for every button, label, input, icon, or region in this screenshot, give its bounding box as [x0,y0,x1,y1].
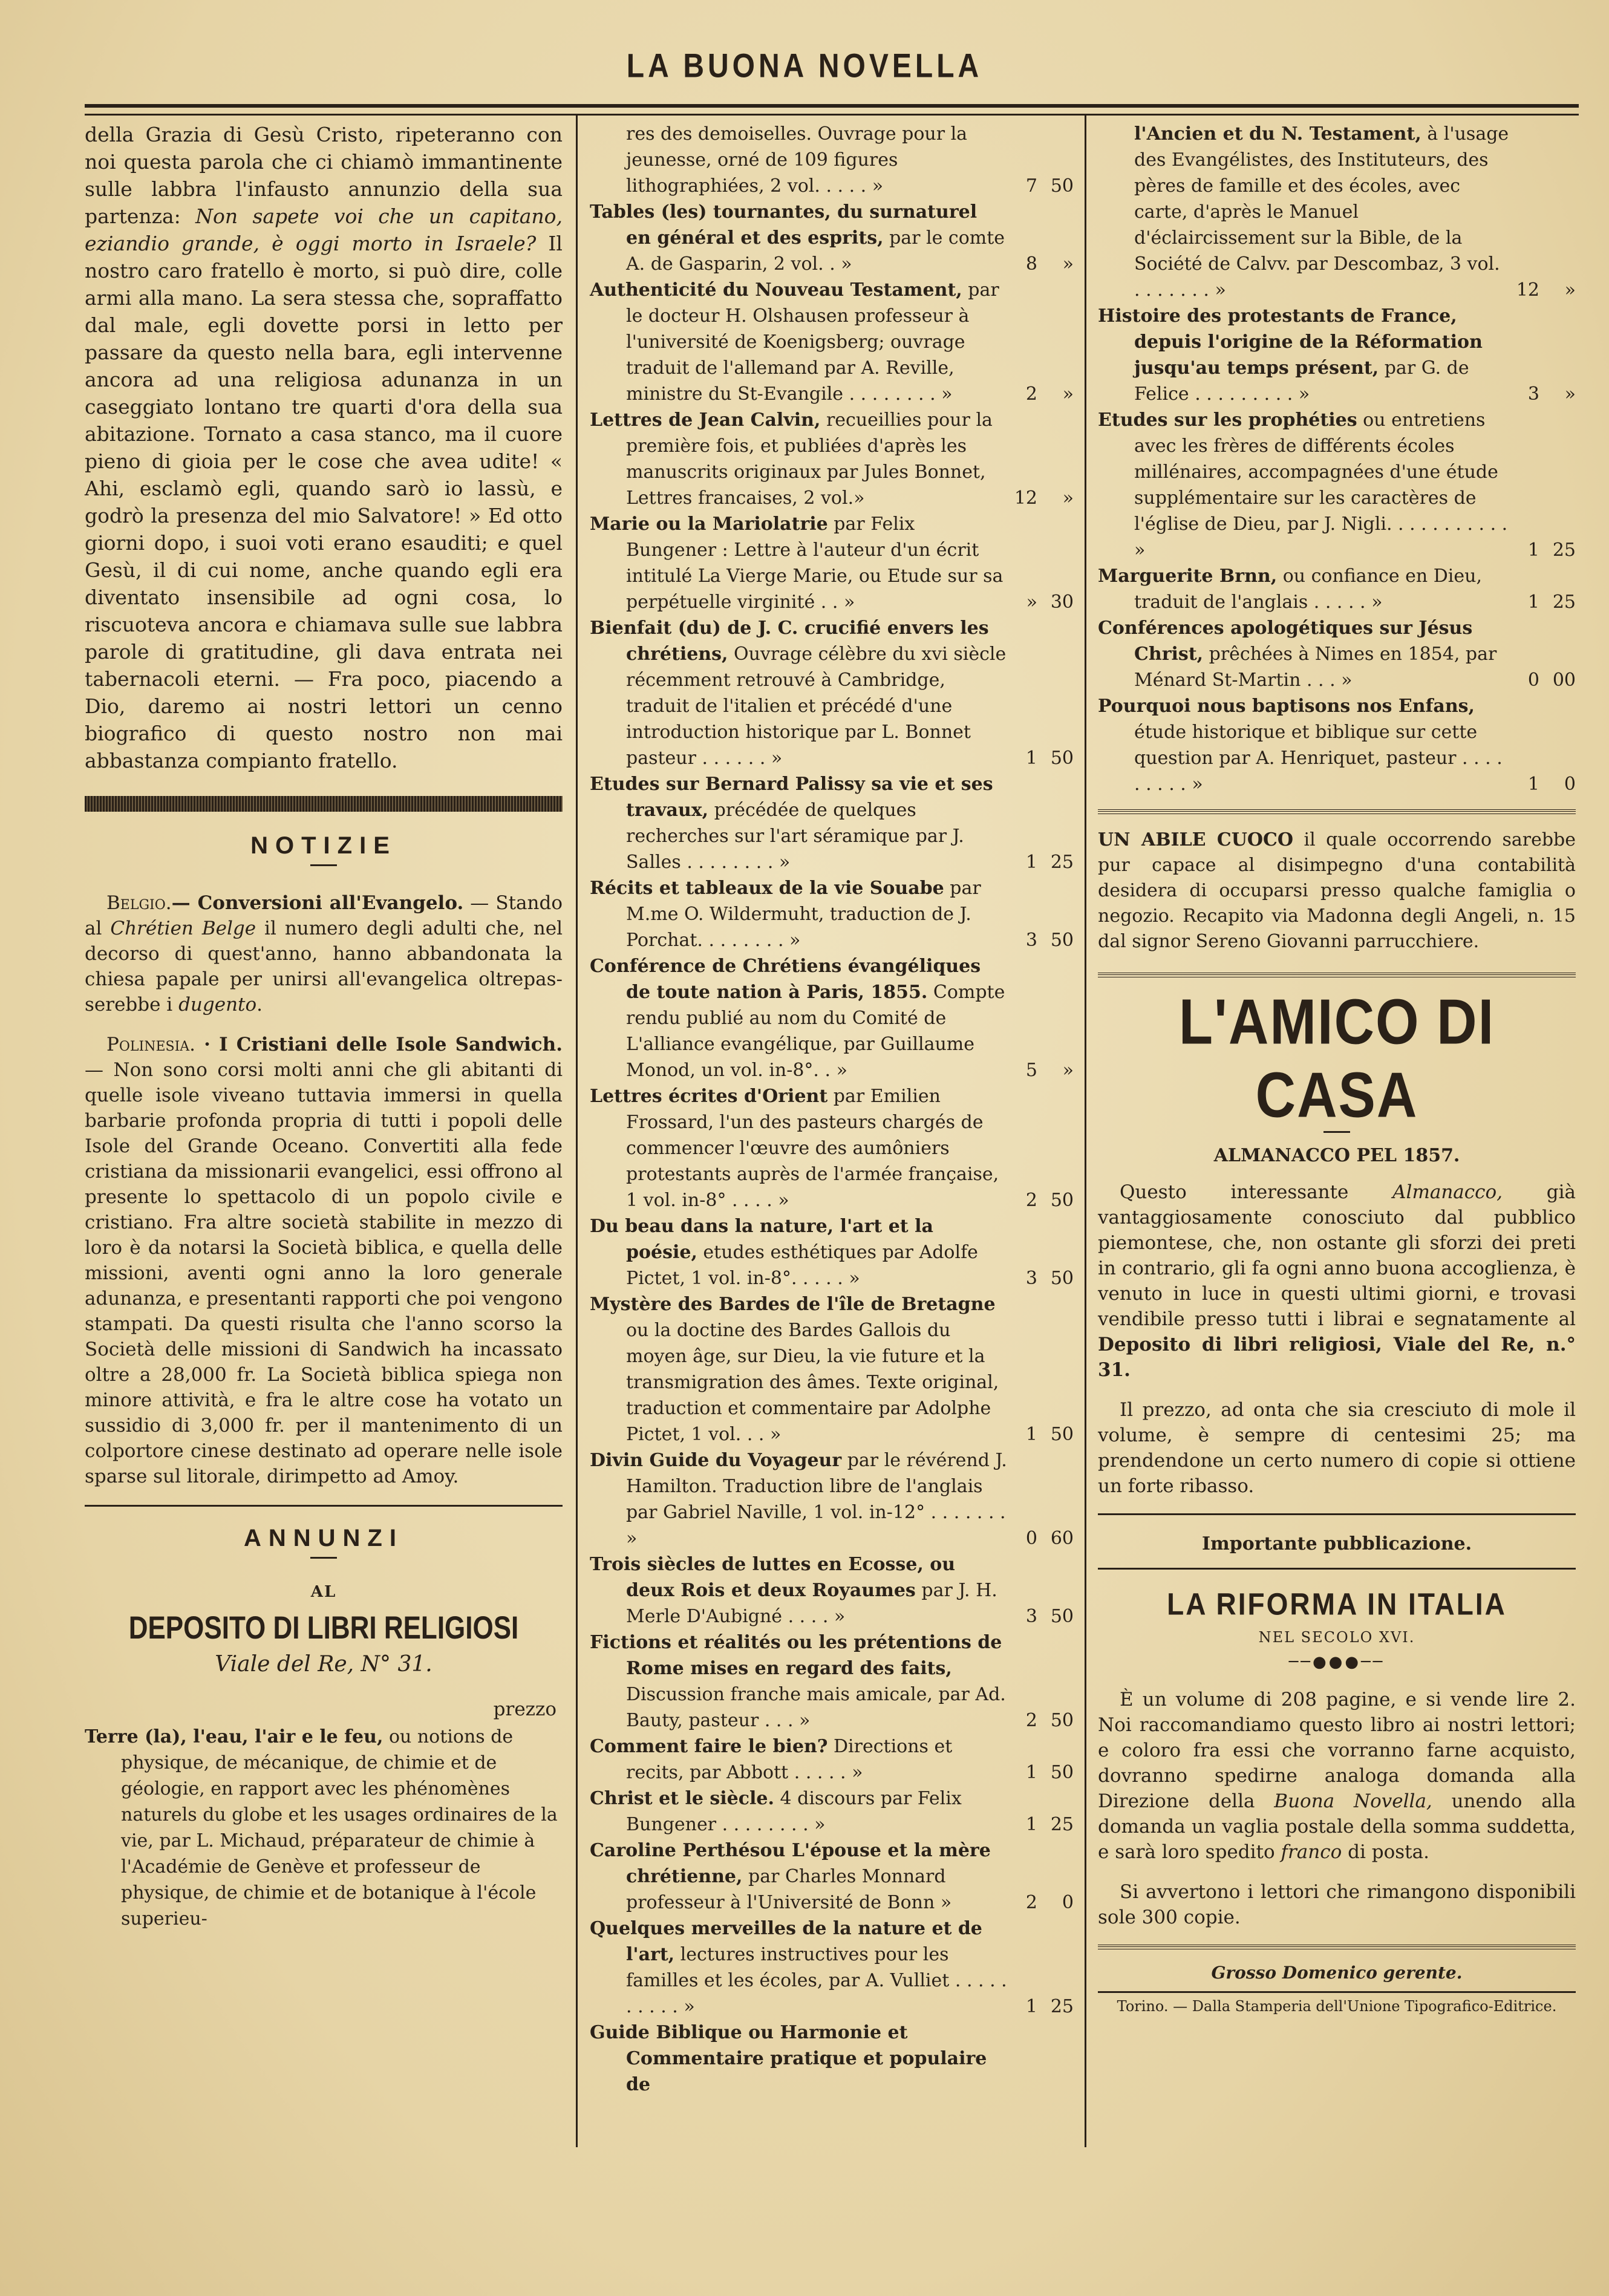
price-lire: 0 [1025,1528,1037,1549]
ad-rule [1098,809,1576,814]
entry-title: Marguerite Brnn, [1098,566,1278,587]
ad-rule [1098,1945,1576,1949]
catalog-entry [1098,303,1576,407]
section-rule [1098,1513,1576,1515]
catalog-entry [1098,615,1576,693]
entry-text: 4 discours par Felix Bungener . . . . . . . . » [626,1788,962,1835]
entry-title: Comment faire le bien? [590,1736,828,1757]
catalog-entry [590,1733,1074,1786]
entry-title: Mystère des Bardes de l'île de Bretagne [590,1294,996,1315]
entry-text: par Emilien Frossard, l'un des pasteurs chargés de commencer l'œuvre des aumôniers protestants auprès de l'armée française, 1 vol. in-8° . . . . » [626,1086,999,1211]
price-lire: 12 [1516,279,1539,301]
entry-title: Trois siècles de luttes en Ecosse, ou deux Rois et deux Royaumes [590,1554,956,1601]
entry-text: par le docteur H. Olshausen professeur à l'université de Koenigsberg; ouvrage traduit de l'allemand par A. Reville, ministre du St-Evangile . . . . . . . . » [626,279,999,405]
catalog-entry [590,2020,1074,2098]
entry-price [1011,1890,1074,1916]
price-centesimi: 25 [1050,1814,1074,1835]
column-divider [576,115,578,2147]
catalog-entry [590,121,1074,199]
amico-paragraph-1 [1098,1179,1576,1383]
entry-price [1011,849,1074,875]
deposito-title: DEPOSITO DI LIBRI RELIGIOSI [128,1610,519,1646]
entry-text: ou notions de physique, de mécanique, de chimie et de géologie, en rapport avec les phénomènes naturels du globe et les usages ordinaires de la vie, par L. Michaud, préparateur de chimie à l'Académie de Genève et professeur de physique, de chimie et de botanique à l'école superieu- [121,1726,558,1929]
price-centesimi: 50 [1050,1606,1074,1627]
price-centesimi: 50 [1050,930,1074,951]
catalog-entry [590,1838,1074,1916]
price-lire: » [1026,592,1037,613]
almanacco-heading: ALMANACCO PEL 1857. [1213,1145,1460,1166]
price-lire: 2 [1025,1710,1037,1731]
column-3 [1098,121,1576,2015]
entry-text: précédée de quelques recherches sur l'art séramique par J. Salles . . . . . . . . » [626,800,964,873]
entry-text: ou entretiens avec les frères de différents écoles millénaires, accompagnées d'une étude supplémentaire sur les caractères de l'église de Dieu, par J. Nigli. . . . . . . . . . . » [1134,409,1508,561]
entry-title: Etudes sur les prophéties [1098,409,1357,431]
entry-text: etudes esthétiques par Adolfe Pictet, 1 vol. in-8°. . . . . » [626,1242,978,1289]
section-rule [85,1505,563,1507]
entry-price [1011,173,1074,199]
catalog-entry [590,1083,1074,1213]
catalog-entry [590,771,1074,875]
heading-dash [310,1557,337,1559]
price-lire: 1 [1527,774,1539,795]
catalog-entry [590,1447,1074,1551]
catalog-entry [590,1551,1074,1629]
entry-text: par le comte A. de Gasparin, 2 vol. . » [626,227,1005,275]
news-text: . [256,994,263,1016]
catalog-entry [590,615,1074,771]
price-centesimi: 50 [1050,1710,1074,1731]
section-rule [1098,1568,1576,1570]
riforma-text-italic: franco [1281,1841,1342,1863]
entry-price [1011,1812,1074,1838]
entry-price [1513,537,1576,563]
entry-price [1513,277,1576,303]
price-centesimi: 0 [1564,774,1576,795]
entry-text: ou la doctine des Bardes Gallois du moyen âge, sur Dieu, la vie future et la transmigration des âmes. Texte original, traduction et commentaire par Adolphe Pictet, 1 vol. . . » [626,1320,999,1445]
entry-text: res des demoiselles. Ouvrage pour la jeunesse, orné de 109 figures lithographiées, 2 vol. . . . . » [626,123,968,197]
obituary-text: della Grazia di Gesù Cristo, ripeteranno con noi questa parola che ci chiamò immantinente sulle labbra l'infausto annunzio della sua partenza: [85,123,563,228]
entry-title: Tables (les) tournantes, du surnaturel en général et des esprits, [590,201,977,249]
entry-text: par M.me O. Wildermuht, traduction de J. Porchat. . . . . . . . » [626,878,981,951]
price-lire: 8 [1025,253,1037,275]
obituary-quote: Non sapete voi che un capitano, eziandio grande, è oggi morto in Israele? [85,204,563,255]
entry-title: Christ et le siècle. [590,1788,774,1809]
price-centesimi: » [1062,488,1074,509]
entry-price [1513,589,1576,615]
entry-text: à l'usage des Evangélistes, des Instituteurs, des pères de famille et des écoles, avec carte, d'après le Manuel d'éclaircissement sur la Bible, de la Société de Calvv. par Descombaz, 3 vol. . . . . . . . » [1134,123,1509,301]
catalog-entry [85,1724,563,1932]
entry-price [1513,771,1576,797]
price-centesimi: 25 [1552,592,1576,613]
entry-price [1011,1760,1074,1786]
entry-title: Divin Guide du Voyageur [590,1450,842,1471]
price-centesimi: » [1062,1060,1074,1081]
catalog-entry [1098,563,1576,615]
entry-title: Conférence de Chrétiens évangéliques de toute nation à Paris, 1855. [590,956,981,1003]
entry-title: Du beau dans la nature, l'art et la poésie, [590,1216,933,1263]
price-centesimi: 30 [1050,592,1074,613]
entry-title: Guide Biblique ou Harmonie et Commentaire pratique et populaire de [590,2022,987,2095]
news-place: Polinesia. [106,1034,196,1055]
column-2 [590,121,1074,2098]
ornament-divider: ──●●●── [1288,1653,1385,1671]
riforma-subtitle: NEL SECOLO XVI. [1258,1629,1415,1646]
price-lire: 1 [1527,540,1539,561]
catalog-entry [1098,407,1576,563]
amico-text: già vantaggiosamente conosciuto dal pubblico piemontese, che, non ostante gli sforzi dei preti in contrario, gli fa ogni anno buona accoglienza, è venuto in luce in questi ultimi giorni, e trovasi vendibile presso tutti i librai e segnatamente al [1098,1181,1576,1330]
entry-text: par Felix Bungener : Lettre à l'auteur d'un écrit intitulé La Vierge Marie, ou Etude sur sa perpétuelle virginité . . » [626,514,1004,613]
catalog-entry [590,1213,1074,1291]
news-title: · I Cristiani delle Isole Sandwich. [195,1034,563,1055]
catalog-entry [1098,693,1576,797]
entry-price [1011,1057,1074,1083]
entry-title: Caroline Perthésou L'épouse et la mère chrétienne, [590,1840,991,1887]
catalog-entry [1098,121,1576,303]
price-lire: 1 [1025,1814,1037,1835]
price-centesimi: » [1062,253,1074,275]
prezzo-label: prezzo [493,1698,556,1720]
riforma-text-italic: Buona Novella, [1274,1790,1432,1812]
entry-title: Récits et tableaux de la vie Souabe [590,878,944,899]
riforma-paragraph-1 [1098,1687,1576,1865]
price-centesimi: 50 [1050,1268,1074,1289]
printer-imprint: Torino. — Dalla Stamperia dell'Unione Tipografico-Editrice. [1117,1998,1557,2015]
annunzi-heading: ANNUNZI [244,1525,403,1551]
catalog-entry [590,199,1074,277]
entry-title: Authenticité du Nouveau Testament, [590,279,962,301]
entry-title: Pourquoi nous baptisons nos Enfans, [1098,696,1475,717]
price-centesimi: 25 [1552,540,1576,561]
price-lire: 7 [1025,175,1037,197]
entry-text: par G. de Felice . . . . . . . . . » [1134,357,1469,405]
price-lire: 5 [1025,1060,1037,1081]
news-place: Belgio. [106,892,172,914]
riforma-paragraph-2: Si avvertono i lettori che rimangono disponibili sole 300 copie. [1098,1881,1576,1928]
catalog-entry [590,1291,1074,1447]
entry-title: Lettres écrites d'Orient [590,1086,828,1107]
ad-rule [1098,973,1576,977]
column-divider [1085,115,1086,2147]
price-centesimi: » [1062,383,1074,405]
price-lire: 12 [1014,488,1037,509]
entry-text: Directions et recits, par Abbott . . . . . » [626,1736,953,1783]
news-number: dugento [178,994,257,1016]
entry-text: Compte rendu publié au nom du Comité de L'alliance evangélique, par Guillaume Monod, un vol. in-8°. . » [626,982,1005,1081]
entry-price [1011,927,1074,953]
price-lire: 1 [1025,1996,1037,2017]
price-centesimi: 25 [1050,1996,1074,2017]
entry-price [1011,745,1074,771]
price-centesimi: 50 [1050,1424,1074,1445]
entry-price [1513,667,1576,693]
price-centesimi: 60 [1050,1528,1074,1549]
entry-title: Quelques merveilles de la nature et de l'art, [590,1918,982,1965]
price-lire: 1 [1025,748,1037,769]
entry-text: par Charles Monnard professeur à l'Université de Bonn » [626,1866,952,1913]
entry-price [1011,1265,1074,1291]
notizie-heading: NOTIZIE [250,832,397,859]
entry-text: Discussion franche mais amicale, par Ad. Bauty, pasteur . . . » [626,1684,1006,1731]
news-text: — Non sono corsi molti anni che gli abitanti di quelle isole viveano tuttavia immersi in quella barbarie profonda propria di tutti i popoli delle Isole del Grande Oceano. Convertiti alla fede cristiana da missionarii evangelici, essi offrono al presente lo spettacolo di un popolo civile e cristiano. Fra altre società stabilite in mezzo di loro è da notarsi la Società biblica, e quella delle missioni, aventi ogni anno la loro generale adunanza, e presentanti rapporti che poi vengono stampati. Da questi risulta che l'anno scorso la Società delle missioni di Sandwich ha incassato oltre a 28,000 fr. La Società biblica spiega non minore attività, e fra le altre cose ha votato un sussidio di 3,000 fr. per il mantenimento di un colportore cinese destinato ad operare nelle isole sparse sul litorale, dirimpetto ad Amoy. [85,1059,563,1487]
entry-price [1011,1994,1074,2020]
news-text: il numero degli adulti che, nel decorso di quest'anno, hanno abbandonata la chiesa papale per unirsi all'evangelica oltrepasserebbe i [85,918,563,1016]
header-rule [85,104,1579,116]
catalog-entry [590,953,1074,1083]
price-centesimi: 50 [1050,748,1074,769]
deposito-address: Viale del Re, N° 31. [215,1652,432,1677]
price-lire: 1 [1025,852,1037,873]
catalog-entry [590,277,1074,407]
entry-price [1011,1187,1074,1213]
entry-title: Terre (la), l'eau, l'air e le feu, [85,1726,383,1747]
catalog-entry [590,511,1074,615]
gerente-line: Grosso Domenico gerente. [1211,1963,1463,1983]
ad-title: UN ABILE CUOCO [1098,829,1294,850]
price-lire: 3 [1025,1606,1037,1627]
price-centesimi: 00 [1552,670,1576,691]
entry-title: Lettres de Jean Calvin, [590,409,821,431]
entry-price [1011,381,1074,407]
entry-text: étude historique et biblique sur cette question par A. Henriquet, pasteur . . . . . . . . . » [1134,722,1503,795]
ad-text: il quale occorrendo sarebbe pur capace al disimpegno d'una contabilità desidera di occuparsi presso qualche famiglia o negozio. Recapito via Madonna degli Angeli, n. 15 dal signor Sereno Giovanni parrucchiere. [1098,829,1576,952]
catalog-list [1098,121,1576,797]
price-centesimi: » [1564,383,1576,405]
ad-cuoco [1098,827,1576,954]
entry-text: par J. H. Merle D'Aubigné . . . . » [626,1580,997,1627]
catalog-entry [590,875,1074,953]
footer-rule [1098,1991,1576,1993]
riforma-text: È un volume di 208 pagine, e si vende lire 2. Noi raccomandiamo questo libro ai nostri lettori; e coloro fra essi che vorranno farne acquisto, dovranno spedirne analoga domanda alla Direzione della [1098,1689,1576,1812]
price-centesimi: 25 [1050,852,1074,873]
price-lire: 2 [1025,1892,1037,1913]
entry-text: Ouvrage célèbre du xvi siècle récemment retrouvé à Cambridge, traduit de l'italien et précédé d'une introduction historique par L. Bonnet pasteur . . . . . . » [626,644,1007,769]
price-lire: 2 [1025,1190,1037,1211]
price-centesimi: 50 [1050,1190,1074,1211]
price-centesimi: 50 [1050,175,1074,197]
entry-title: Histoire des protestants de France, depuis l'origine de la Réformation jusqu'au temps présent, [1098,305,1483,379]
price-lire: 1 [1527,592,1539,613]
catalog-entry [590,1916,1074,2020]
obituary-paragraph [85,121,563,774]
price-lire: 0 [1527,670,1539,691]
news-item-polinesia [85,1032,563,1489]
entry-title: Conférences apologétiques sur Jésus Christ, [1098,618,1473,665]
entry-price [1011,485,1074,511]
deposito-al: AL [310,1583,337,1601]
amico-paragraph-2: Il prezzo, ad onta che sia cresciuto di mole il volume, è sempre di centesimi 25; ma prendendone un certo numero di copie si ottiene un forte ribasso. [1098,1399,1576,1497]
price-centesimi: 50 [1050,1762,1074,1783]
price-lire: 3 [1025,1268,1037,1289]
entry-price [1011,1421,1074,1447]
entry-price [1011,251,1074,277]
entry-title: Bienfait (du) de J. C. crucifié envers les chrétiens, [590,618,989,665]
entry-text: par le révérend J. Hamilton. Traduction libre de l'anglais par Gabriel Naville, 1 vol. in-12° . . . . . . . » [626,1450,1007,1549]
price-lire: 2 [1025,383,1037,405]
section-divider [85,796,563,812]
news-item-belgio [85,890,563,1017]
price-centesimi: » [1564,279,1576,301]
entry-title: Etudes sur Bernard Palissy sa vie et ses travaux, [590,774,993,821]
column-1 [85,121,563,1932]
entry-price [1011,1707,1074,1733]
entry-price [1011,589,1074,615]
entry-text: lectures instructives pour les familles et les écoles, par A. Vulliet . . . . . . . . . . » [626,1944,1007,2017]
price-centesimi: 0 [1062,1892,1074,1913]
news-title: — Conversioni all'Evangelo. [171,892,464,914]
amico-text-italic: Almanacco, [1392,1181,1503,1203]
catalog-entry [590,1786,1074,1838]
price-lire: 1 [1025,1762,1037,1783]
amico-title: L'AMICO DI CASA [1178,987,1495,1131]
price-lire: 3 [1025,930,1037,951]
news-text: — Stando al [85,892,563,939]
riforma-text: di posta. [1342,1841,1429,1863]
entry-price [1011,1603,1074,1629]
catalog-entry [590,407,1074,511]
entry-title: Marie ou la Mariolatrie [590,514,828,535]
riforma-title: LA RIFORMA IN ITALIA [1167,1587,1507,1622]
amico-text-bold: Deposito di libri religiosi, Viale del Re, n.° 31. [1098,1334,1576,1381]
entry-title: Fictions et réalités ou les prétentions de Rome mises en regard des faits, [590,1632,1002,1679]
amico-text: Questo interessante [1120,1181,1393,1203]
entry-title: l'Ancien et du N. Testament, [1134,123,1421,145]
masthead-title: LA BUONA NOVELLA [626,48,983,85]
entry-text: recueillies pour la première fois, et publiées d'après les manuscrits originaux par Jules Bonnet, Lettres francaises, 2 vol.» [626,409,993,509]
entry-text: prêchées à Nimes en 1854, par Ménard St-Martin . . . » [1134,644,1497,691]
entry-price [1011,1525,1074,1551]
entry-text: ou confiance en Dieu, traduit de l'anglais . . . . . » [1134,566,1482,613]
importante-heading: Importante pubblicazione. [1201,1533,1472,1554]
heading-dash [310,864,337,866]
catalog-entry [590,1629,1074,1733]
entry-price [1513,381,1576,407]
obituary-text-rest: Il nostro caro fratello è morto, si può dire, colle armi alla mano. La sera stessa che, sopraffatto dal male, egli dovette porsi in letto per passare da questo nella bara, egli intervenne ancora ad una religiosa adunanza in un caseggiato lontano tre quarti d'ora della sua abitazione. Tornato a casa stanco, ma il cuore pieno di gioia per le cose che avea udite! « Ahi, esclamò egli, quando sarò io lassù, e godrò la presenza del mio Salvatore! » Ed otto giorni dopo, i suoi voti erano esauditi; e quel Gesù, il di cui nome, anche quando egli era diventato insensibile ad ogni cosa, lo riscuoteva ancora e chiamava sulle sue labbra parole di gratitudine, gli dava entrata nei tabernacoli eterni. — Fra poco, piacendo a Dio, daremo ai nostri lettori un cenno biografico di questo nostro non mai abbastanza compianto fratello. [85,232,563,772]
price-lire: 1 [1025,1424,1037,1445]
riforma-text: unendo alla domanda un vaglia postale della somma suddetta, e sarà loro spedito [1098,1790,1576,1863]
price-lire: 3 [1527,383,1539,405]
news-source: Chrétien Belge [110,918,256,939]
